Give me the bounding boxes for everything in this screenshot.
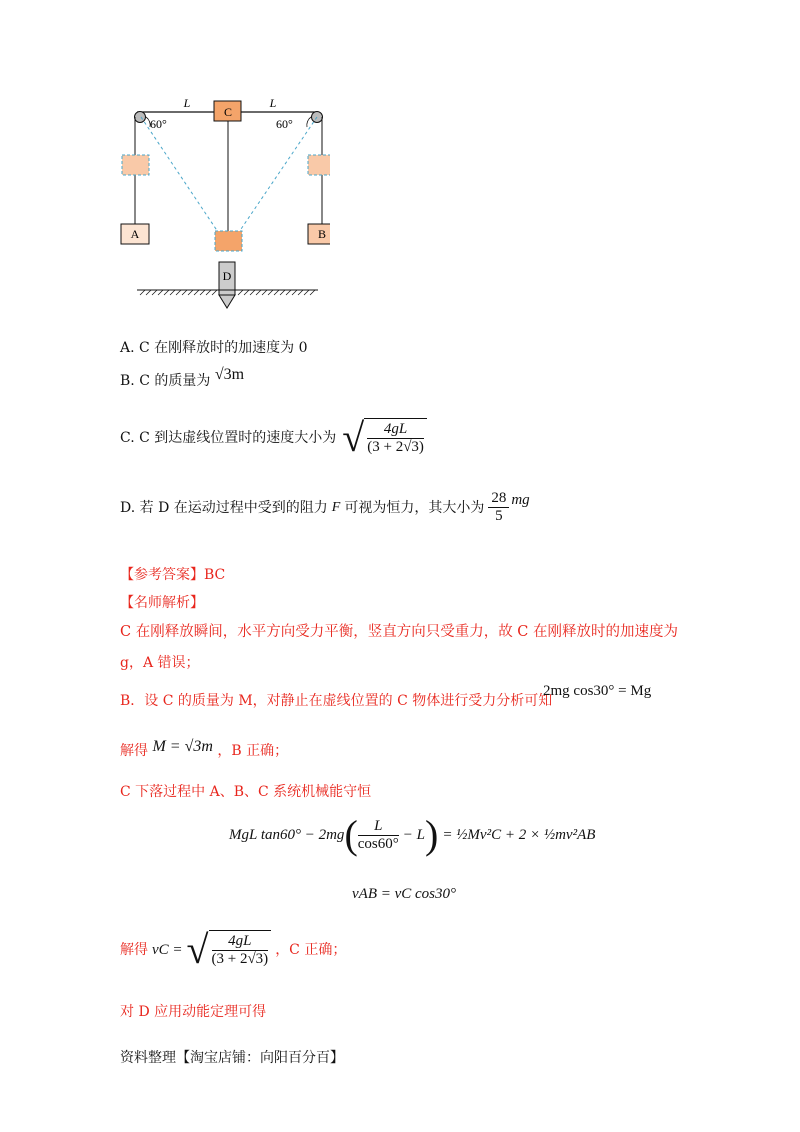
option-a: A. C 在刚释放时的加速度为 0 — [120, 340, 308, 356]
option-c-den: (3 + 2√3) — [367, 439, 424, 455]
option-c-num: 4gL — [367, 421, 424, 439]
equation-1: 2mg cos30° = Mg — [543, 683, 652, 699]
option-c-prefix: C. C 到达虚线位置时的速度大小为 — [120, 430, 337, 446]
block-c-ghost — [215, 231, 242, 251]
angle-right: 60° — [276, 117, 293, 131]
eq3-den: cos60° — [357, 835, 399, 852]
analysis-line5: C 下落过程中 A、B、C 系统机械能守恒 — [120, 784, 372, 800]
analysis-line2: g，A 错误； — [120, 655, 200, 671]
equation-2: M = √3m — [152, 738, 213, 755]
analysis-line4 — [120, 738, 289, 760]
line4-suffix: ，B 正确； — [217, 743, 289, 759]
option-d-fraction — [488, 490, 509, 525]
option-d-den: 5 — [495, 508, 503, 524]
option-d-f: F — [331, 499, 341, 515]
analysis-line7: 对 D 应用动能定理可得 — [120, 1004, 267, 1020]
option-d-tail: mg — [511, 491, 530, 508]
option-c-sqrt: √ $\frac{4gL}{(3 + 2√3)}$ — [342, 418, 427, 458]
eq3-num: L — [358, 818, 399, 836]
option-b-prefix: B. C 的质量为 — [120, 373, 211, 389]
eq5-num: 4gL — [212, 933, 269, 951]
option-c — [120, 415, 427, 460]
eq5-fraction — [212, 933, 269, 968]
footer: 资料整理【淘宝店铺：向阳百分百】 — [120, 1050, 344, 1066]
equation-3: MgL tan60° − 2mg ( $\frac{L}{\cos 60^\circ}$ − L ) = ½Mv²C + 2 × ½mv²AB — [229, 812, 596, 857]
eq3-fraction — [358, 818, 399, 853]
label-d: D — [222, 269, 232, 283]
answer-label: 【参考答案】BC — [120, 567, 226, 583]
eq3-left: MgL tan60° − 2mg — [229, 826, 345, 843]
eq5-sqrt: √ $\frac{4gL}{(3 + 2√3)}$ — [187, 930, 272, 970]
option-c-fraction — [367, 421, 424, 456]
option-d-mid: 可视为恒力，其大小为 — [344, 499, 485, 516]
label-l-right: L — [269, 96, 277, 110]
analysis-line3: B．设 C 的质量为 M，对静止在虚线位置的 C 物体进行受力分析可知 — [120, 693, 553, 709]
line4-prefix: 解得 — [120, 743, 148, 759]
label-b: B — [317, 227, 327, 241]
option-d-num: 28 — [488, 490, 509, 508]
eq5-left: vC = — [152, 942, 183, 958]
physics-figure — [110, 92, 330, 314]
label-a: A — [130, 227, 140, 241]
block-b-ghost — [308, 155, 330, 175]
left-pulley — [135, 112, 146, 123]
line6-prefix: 解得 — [120, 942, 148, 958]
option-d — [120, 490, 530, 525]
analysis-line1: C 在刚释放瞬间，水平方向受力平衡，竖直方向只受重力，故 C 在刚释放时的加速度为 — [120, 624, 679, 640]
line6-suffix: ，C 正确； — [275, 942, 347, 958]
option-b-math: √3m — [214, 366, 245, 383]
label-c: C — [223, 105, 233, 119]
equation-4: vAB = vC cos30° — [352, 886, 457, 902]
option-d-prefix: D. 若 D 在运动过程中受到的阻力 — [120, 499, 328, 516]
eq3-after: − L — [402, 826, 425, 843]
analysis-label: 【名师解析】 — [120, 595, 204, 611]
eq3-right: = ½Mv²C + 2 × ½mv²AB — [442, 826, 596, 843]
label-l-left: L — [183, 96, 191, 110]
analysis-line6 — [120, 927, 347, 972]
angle-left: 60° — [150, 117, 167, 131]
eq5-den: (3 + 2√3) — [211, 951, 269, 967]
block-a-ghost — [122, 155, 149, 175]
option-b — [120, 366, 245, 390]
